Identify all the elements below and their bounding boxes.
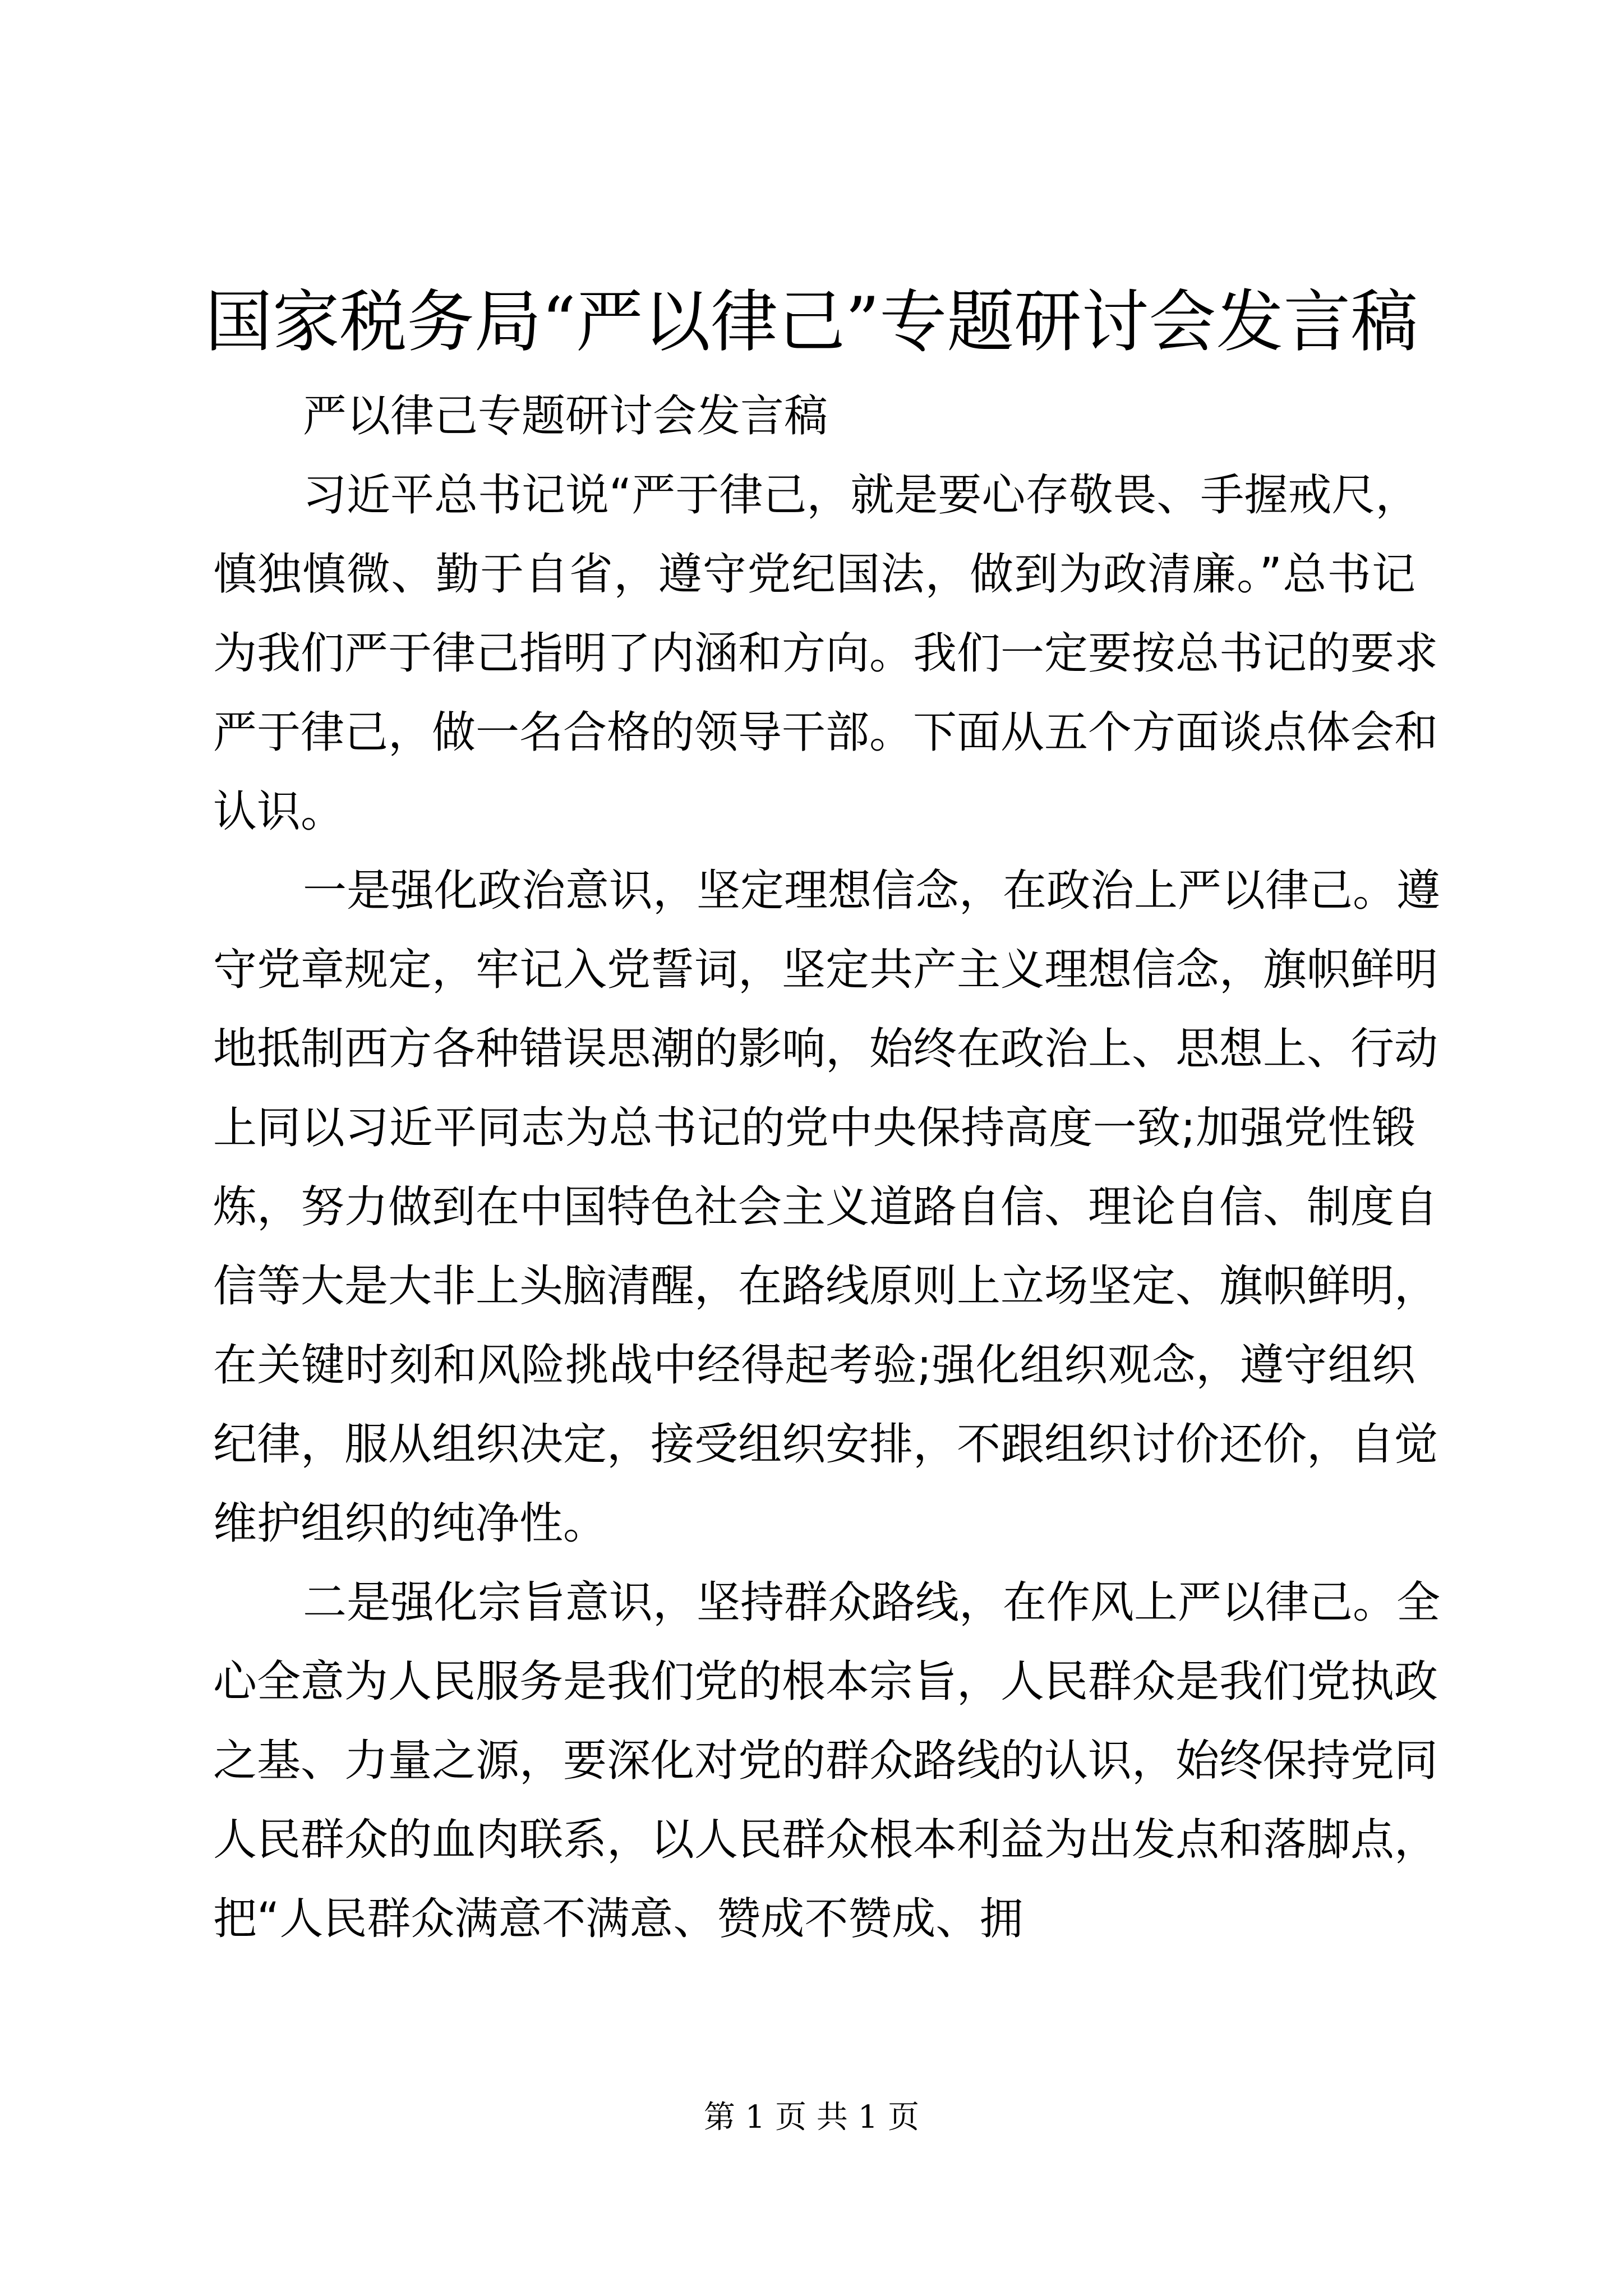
paragraph-line: 慎独慎微、勤于自省，遵守党纪国法，做到为政清廉。”总书记: [213, 549, 1415, 600]
paragraph-line: 维护组织的纯净性。: [213, 1498, 607, 1549]
paragraph-line: 地抵制西方各种错误思潮的影响，始终在政治上、思想上、行动: [213, 1024, 1438, 1074]
paragraph-line: 认识。: [213, 786, 345, 837]
paragraph-line: 守党章规定，牢记入党誓词，坚定共产主义理想信念，旗帜鲜明: [213, 945, 1438, 995]
paragraph-line: 上同以习近平同志为总书记的党中央保持高度一致;加强党性锻: [213, 1103, 1415, 1153]
paragraph-line: 炼，努力做到在中国特色社会主义道路自信、理论自信、制度自: [213, 1182, 1438, 1232]
paragraph-line: 心全意为人民服务是我们党的根本宗旨，人民群众是我们党执政: [213, 1657, 1438, 1707]
paragraph-line: 信等大是大非上头脑清醒，在路线原则上立场坚定、旗帜鲜明，: [213, 1261, 1438, 1312]
document-body: [213, 377, 1441, 1959]
paragraph-line: 严于律己，做一名合格的领导干部。下面从五个方面谈点体会和: [213, 707, 1438, 758]
subtitle-line: 严以律己专题研讨会发言稿: [303, 391, 828, 441]
paragraph-line: 习近平总书记说“严于律己，就是要心存敬畏、手握戒尺，: [303, 470, 1419, 521]
paragraph-line: 为我们严于律己指明了内涵和方向。我们一定要按总书记的要求: [213, 628, 1438, 679]
document-title: 国家税务局“严以律己”专题研讨会发言稿: [205, 283, 1418, 361]
paragraph-line: 二是强化宗旨意识，坚持群众路线，在作风上严以律己。全: [303, 1577, 1441, 1628]
paragraph-line: 纪律，服从组织决定，接受组织安排，不跟组织讨价还价，自觉: [213, 1419, 1438, 1470]
paragraph-line: 一是强化政治意识，坚定理想信念，在政治上严以律己。遵: [303, 866, 1441, 916]
paragraph-line: 在关键时刻和风险挑战中经得起考验;强化组织观念，遵守组织: [213, 1340, 1415, 1391]
page-number-footer: 第 1 页 共 1 页: [703, 2099, 920, 2136]
paragraph-line: 之基、力量之源，要深化对党的群众路线的认识，始终保持党同: [213, 1736, 1438, 1786]
paragraph-line: 把“人民群众满意不满意、赞成不赞成、拥: [213, 1894, 1023, 1944]
paragraph-line: 人民群众的血肉联系，以人民群众根本利益为出发点和落脚点，: [213, 1815, 1438, 1865]
